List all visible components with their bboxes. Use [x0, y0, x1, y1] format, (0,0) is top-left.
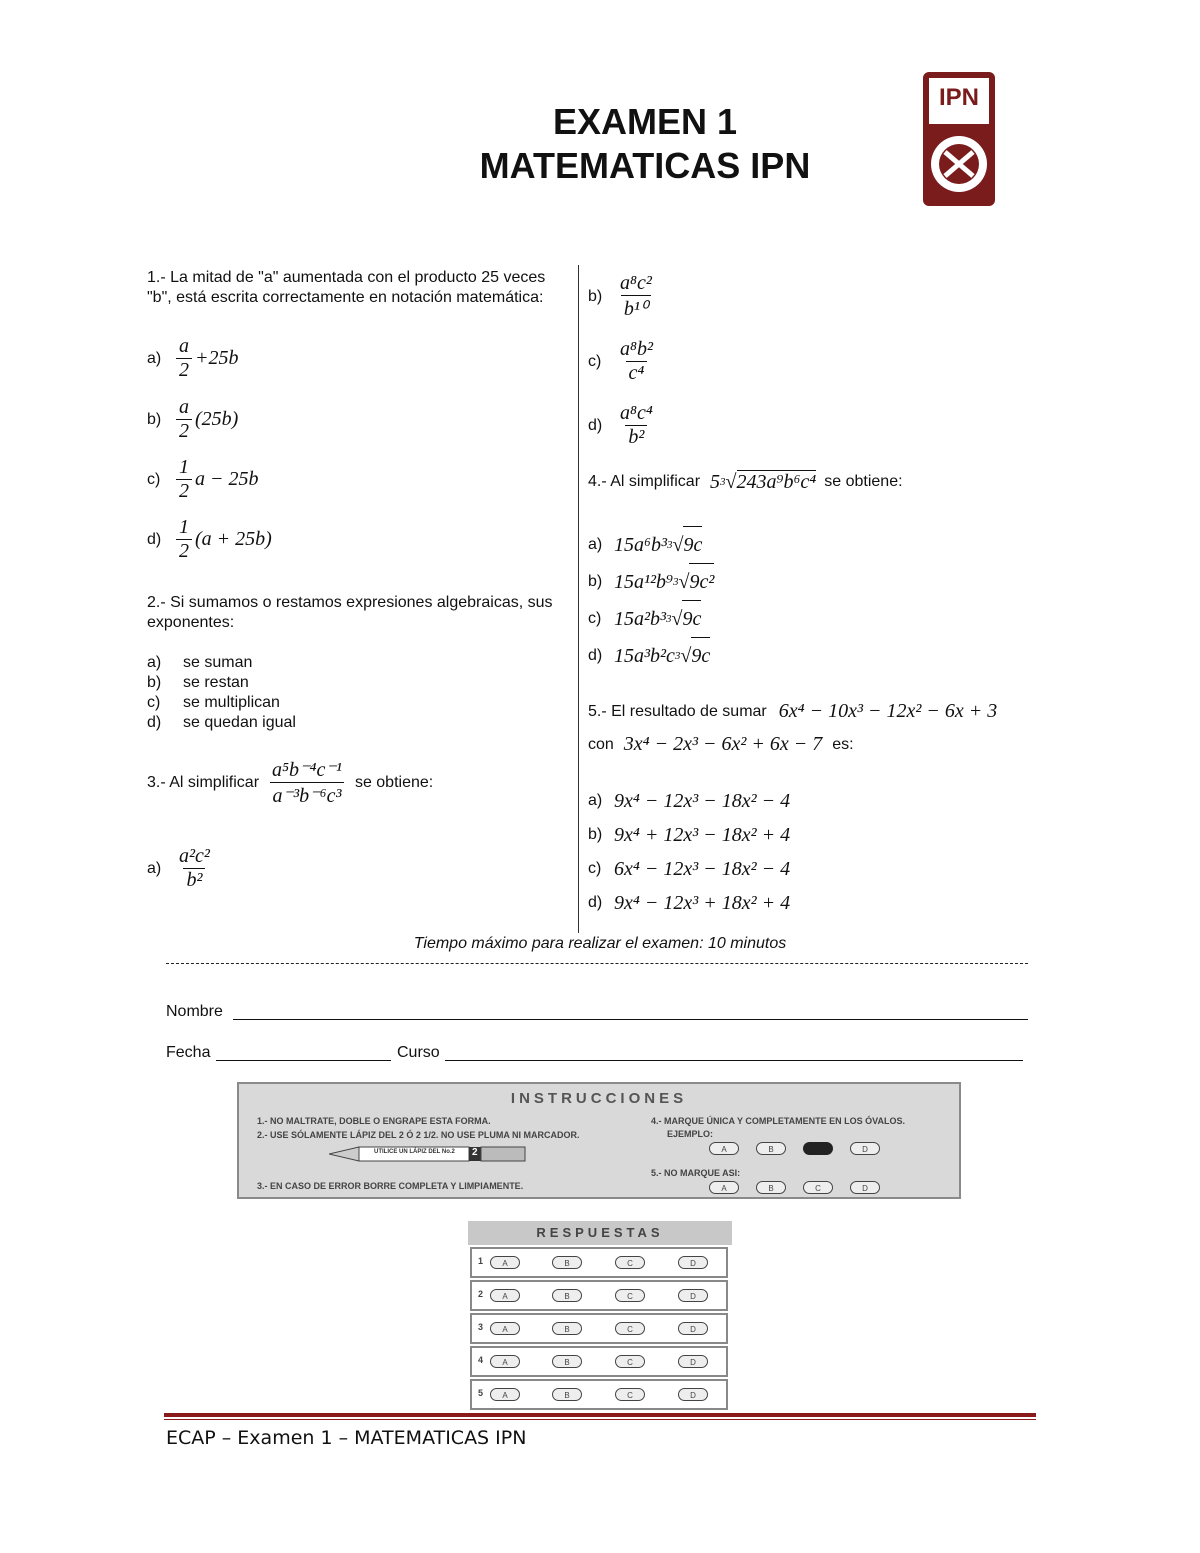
q3-option-c: c) $\frac{\text{a⁸b²}}{\text{c⁴}}$: [588, 338, 653, 384]
answers-title: RESPUESTAS: [468, 1221, 732, 1245]
answer-oval-a[interactable]: A: [490, 1256, 520, 1269]
fecha-field[interactable]: [216, 1060, 391, 1061]
fecha-label: Fecha: [166, 1044, 211, 1061]
curso-label: Curso: [397, 1044, 440, 1061]
example-oval-filled: [803, 1142, 833, 1155]
example-oval-d: D: [850, 1142, 880, 1155]
cut-line: [166, 963, 1028, 964]
q3-statement: 3.- Al simplificar $\frac{\text{a⁵b⁻⁴c⁻¹}}{\text{a⁻³b⁻⁶c³}}$ se obtiene:: [147, 759, 434, 807]
curso-field[interactable]: [445, 1060, 1023, 1061]
answer-oval-d[interactable]: D: [678, 1355, 708, 1368]
q5-statement-line2: con 3x⁴ − 2x³ − 6x² + 6x − 7 es:: [588, 733, 854, 755]
nombre-field[interactable]: [233, 1019, 1028, 1020]
q5-options: a) 9x⁴ − 12x³ − 18x² − 4 b) 9x⁴ + 12x³ − 18x² + 4 c) 6x⁴ − 12x³ − 18x² − 4 d) 9x⁴ − 12x³ + 18x² + 4: [588, 790, 791, 914]
answer-oval-b[interactable]: B: [552, 1322, 582, 1335]
instructions-title: INSTRUCCIONES: [510, 1090, 688, 1107]
wrong-oval-c: C: [803, 1181, 833, 1194]
footer-rule-thin: [164, 1419, 1036, 1420]
q3-option-d: d) $\frac{\text{a⁸c⁴}}{\text{b²}}$: [588, 402, 653, 448]
q4-options: a) 15a⁶b³ 3 √ 9c b) 15a¹²b⁹ 3 √ 9c² c) 15a²b³ 3 √ 9c d) 15a³b²c 3 √ 9c: [588, 526, 714, 674]
q1-option-b: b) $\frac{a}{2}$ (25b): [147, 396, 239, 442]
instruction-4: 4.- MARQUE ÚNICA Y COMPLETAMENTE EN LOS ÓVALOS.: [651, 1116, 906, 1126]
q1-text: 1.- La mitad de "a" aumentada con el producto 25 veces "b", está escrita correctamente en notación matemática:: [147, 269, 546, 306]
footer-text: ECAP – Examen 1 – MATEMATICAS IPN: [166, 1427, 527, 1449]
q1-option-a: a) $\frac{a}{2}$ +25b: [147, 335, 239, 381]
pencil-icon: UTILICE UN LÁPIZ DEL No.2 2: [329, 1146, 529, 1162]
column-divider: [578, 265, 579, 933]
answer-oval-a[interactable]: A: [490, 1289, 520, 1302]
instruction-1: 1.- NO MALTRATE, DOBLE O ENGRAPE ESTA FORMA.: [257, 1116, 491, 1126]
q3-option-b: b) $\frac{\text{a⁸c²}}{\text{b¹⁰}}$: [588, 272, 652, 320]
answer-oval-c[interactable]: C: [615, 1289, 645, 1302]
q4-statement: 4.- Al simplificar 5 3 √ 243a⁹b⁶c⁴ se obtiene:: [588, 470, 903, 493]
title-line-1: EXAMEN 1: [552, 101, 738, 142]
answer-oval-d[interactable]: D: [678, 1388, 708, 1401]
answer-oval-b[interactable]: B: [552, 1256, 582, 1269]
instruction-3: 3.- EN CASO DE ERROR BORRE COMPLETA Y LIMPIAMENTE.: [257, 1181, 524, 1191]
answer-row: 5 A B C D: [470, 1379, 728, 1410]
example-oval-b: B: [756, 1142, 786, 1155]
answer-row: 2 A B C D: [470, 1280, 728, 1311]
title-line-2: MATEMATICAS IPN: [479, 145, 811, 186]
answer-oval-a[interactable]: A: [490, 1355, 520, 1368]
ipn-logo: IPN: [915, 68, 1003, 210]
time-note: Tiempo máximo para realizar el examen: 10 minutos: [413, 935, 787, 952]
q3-option-a: a) $\frac{\text{a²c²}}{\text{b²}}$: [147, 845, 210, 891]
answer-oval-c[interactable]: C: [615, 1388, 645, 1401]
answer-oval-c[interactable]: C: [615, 1322, 645, 1335]
q2-text: 2.- Si sumamos o restamos expresiones algebraicas, sus exponentes:: [147, 594, 553, 631]
answer-oval-b[interactable]: B: [552, 1355, 582, 1368]
ejemplo-label: EJEMPLO:: [667, 1129, 714, 1139]
q5-statement-line1: 5.- El resultado de sumar 6x⁴ − 10x³ − 12x² − 6x + 3: [588, 700, 998, 722]
answer-oval-c[interactable]: C: [615, 1256, 645, 1269]
answers-table: [468, 1221, 732, 1411]
answer-oval-a[interactable]: A: [490, 1388, 520, 1401]
q2-options: a) se suman b) se restan c) se multiplican d) se quedan igual: [147, 654, 296, 731]
answer-oval-d[interactable]: D: [678, 1289, 708, 1302]
instruction-5: 5.- NO MARQUE ASI:: [651, 1168, 741, 1178]
wrong-oval-a: A: [709, 1181, 739, 1194]
instructions-box: [237, 1082, 961, 1199]
answer-oval-a[interactable]: A: [490, 1322, 520, 1335]
answer-oval-b[interactable]: B: [552, 1289, 582, 1302]
answer-oval-c[interactable]: C: [615, 1355, 645, 1368]
wrong-oval-b: B: [756, 1181, 786, 1194]
answer-row: 4 A B C D: [470, 1346, 728, 1377]
footer-rule: [164, 1413, 1036, 1417]
answer-oval-b[interactable]: B: [552, 1388, 582, 1401]
answer-oval-d[interactable]: D: [678, 1322, 708, 1335]
q1-option-c: c) $\frac{1}{2}$ a − 25b: [147, 456, 259, 502]
example-oval-a: A: [709, 1142, 739, 1155]
q1-option-d: d) $\frac{1}{2}$ (a + 25b): [147, 516, 272, 562]
answer-oval-d[interactable]: D: [678, 1256, 708, 1269]
nombre-label: Nombre: [166, 1003, 223, 1020]
instruction-2: 2.- USE SÓLAMENTE LÁPIZ DEL 2 Ó 2 1/2. NO USE PLUMA NI MARCADOR.: [257, 1130, 580, 1140]
answer-row: 1 A B C D: [470, 1247, 728, 1278]
answer-row: 3 A B C D: [470, 1313, 728, 1344]
wrong-oval-d: D: [850, 1181, 880, 1194]
